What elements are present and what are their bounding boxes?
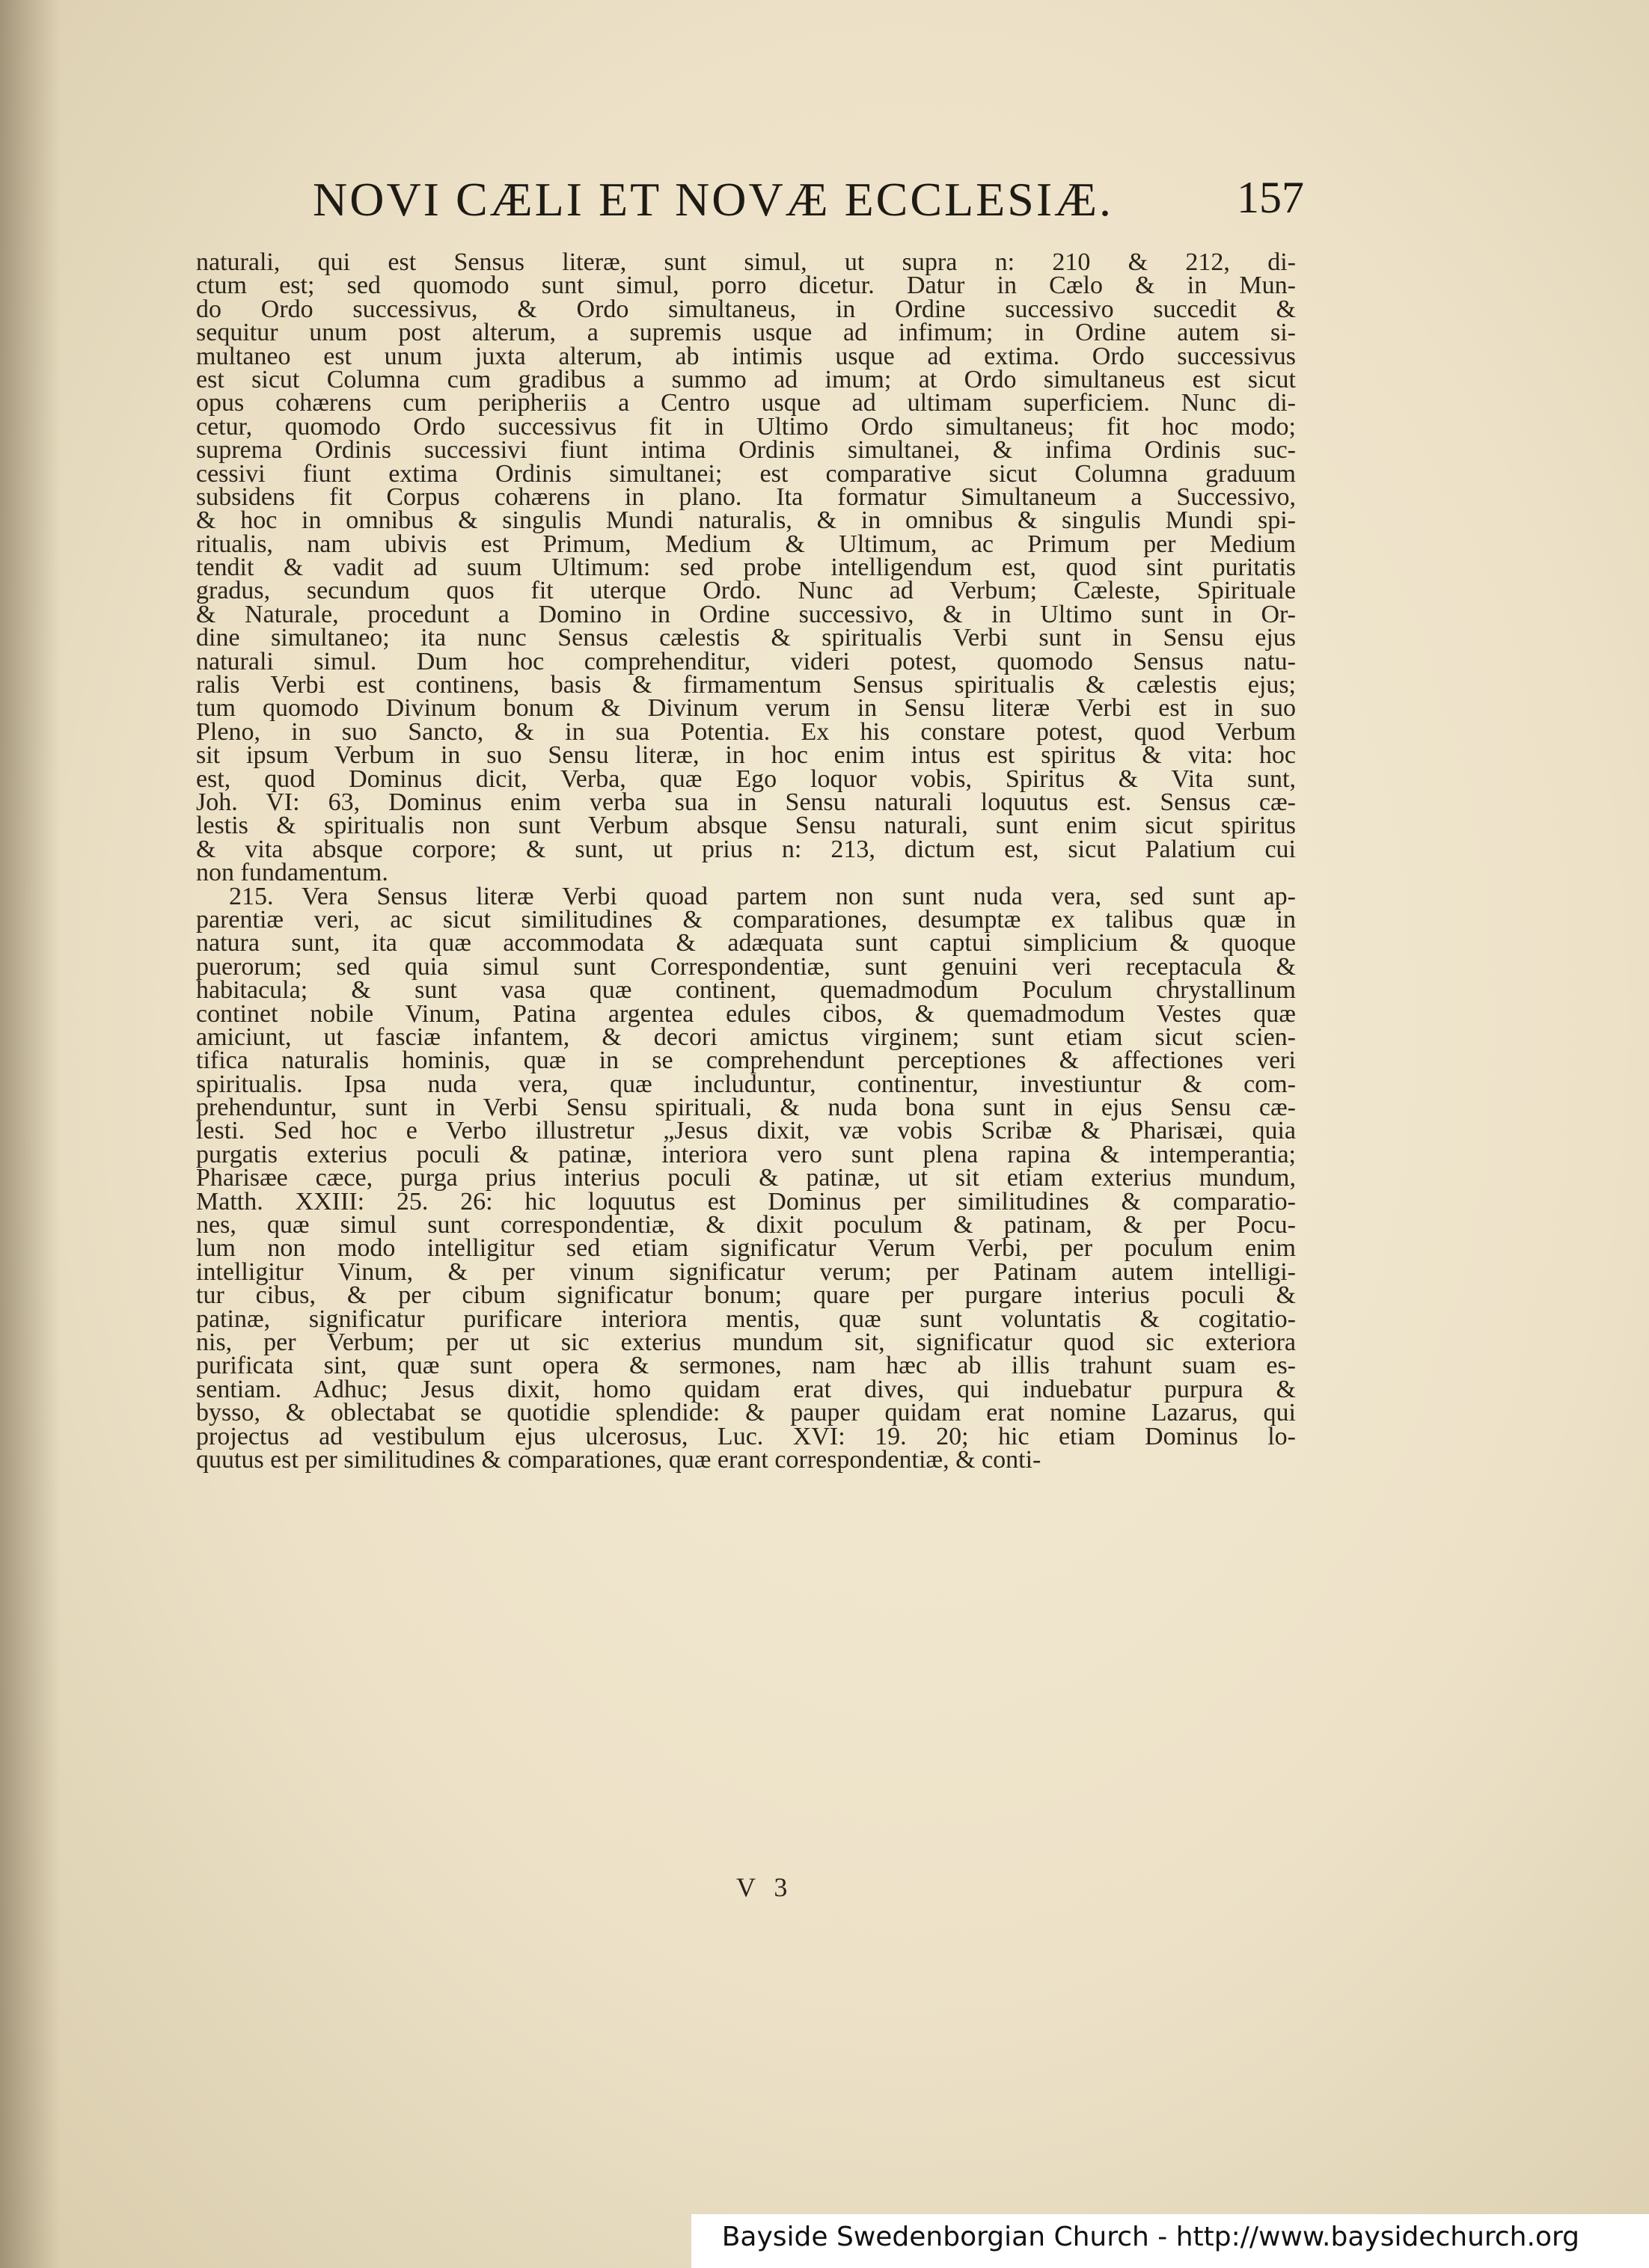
text-line: Pharisæe cæce, purga prius interius poculi & patinæ, ut sit etiam exterius mundum, xyxy=(196,1164,1296,1192)
body-text xyxy=(196,248,1296,1474)
text-line: patinæ, significatur purificare interiora mentis, quæ sunt voluntatis & cogitatio- xyxy=(196,1305,1296,1333)
text-line: amiciunt, ut fasciæ infantem, & decori amictus virginem; sunt etiam sicut scien- xyxy=(196,1023,1296,1051)
text-line: lesti. Sed hoc e Verbo illustretur „Jesus dixit, væ vobis Scribæ & Pharisæi, quia xyxy=(196,1117,1296,1145)
text-line: sit ipsum Verbum in suo Sensu literæ, in hoc enim intus est spiritus & vita: hoc xyxy=(196,741,1296,770)
text-line: continet nobile Vinum, Patina argentea edules cibos, & quemadmodum Vestes quæ xyxy=(196,999,1296,1028)
text-line: projectus ad vestibulum ejus ulcerosus, Luc. XVI: 19. 20; hic etiam Dominus lo- xyxy=(196,1422,1296,1450)
text-line: habitacula; & sunt vasa quæ continent, quemadmodum Poculum chrystallinum xyxy=(196,976,1296,1005)
text-line: sentiam. Adhuc; Jesus dixit, homo quidam erat dives, qui induebatur purpura & xyxy=(196,1375,1296,1403)
running-title: NOVI CÆLI ET NOVÆ ECCLESIÆ. xyxy=(313,173,1114,226)
text-line: quutus est per similitudines & comparationes, quæ erant correspondentiæ, & conti- xyxy=(196,1445,1041,1474)
text-line: dine simultaneo; ita nunc Sensus cælestis & spiritualis Verbi sunt in Sensu ejus xyxy=(196,624,1296,652)
text-line: lestis & spiritualis non sunt Verbum absque Sensu naturali, sunt enim sicut spiritus xyxy=(196,812,1296,840)
text-line: Joh. VI: 63, Dominus enim verba sua in Sensu naturali loquutus est. Sensus cæ- xyxy=(196,788,1296,816)
text-line: tur cibus, & per cibum significatur bonum; quare per purgare interius poculi & xyxy=(196,1281,1296,1310)
text-line: sequitur unum post alterum, a supremis usque ad infimum; in Ordine autem si- xyxy=(196,319,1296,347)
text-line: ctum est; sed quomodo sunt simul, porro dicetur. Datur in Cælo & in Mun- xyxy=(196,272,1296,300)
signature-mark: V 3 xyxy=(736,1872,794,1902)
text-line: subsidens fit Corpus cohærens in plano. Ita formatur Simultaneum a Successivo, xyxy=(196,482,1296,511)
text-line: spiritualis. Ipsa nuda vera, quæ includuntur, continentur, investiuntur & com- xyxy=(196,1070,1296,1098)
text-line: est, quod Dominus dicit, Verba, quæ Ego loquor vobis, Spiritus & Vita sunt, xyxy=(196,764,1296,793)
text-line: gradus, secundum quos fit uterque Ordo. Nunc ad Verbum; Cæleste, Spirituale xyxy=(196,577,1296,605)
text-line: & hoc in omnibus & singulis Mundi naturalis, & in omnibus & singulis Mundi spi- xyxy=(196,506,1296,535)
text-line: parentiæ veri, ac sicut similitudines & comparationes, desumptæ ex talibus quæ in xyxy=(196,905,1296,934)
text-line: non fundamentum. xyxy=(196,859,388,887)
text-line: naturali simul. Dum hoc comprehenditur, videri potest, quomodo Sensus natu- xyxy=(196,647,1296,675)
text-line: multaneo est unum juxta alterum, ab intimis usque ad extima. Ordo successivus xyxy=(196,342,1296,370)
text-line: & vita absque corpore; & sunt, ut prius n: 213, dictum est, sicut Palatium cui xyxy=(196,835,1296,863)
text-line: puerorum; sed quia simul sunt Correspondentiæ, sunt genuini veri receptacula & xyxy=(196,952,1296,981)
text-line: suprema Ordinis successivi fiunt intima Ordinis simultanei, & infima Ordinis suc- xyxy=(196,436,1296,465)
text-line: Matth. XXIII: 25. 26: hic loquutus est Dominus per similitudines & comparatio- xyxy=(196,1187,1296,1216)
text-line: 215. Vera Sensus literæ Verbi quoad partem non sunt nuda vera, sed sunt ap- xyxy=(229,882,1296,910)
text-line: natura sunt, ita quæ accommodata & adæquata sunt captui simplicium & quoque xyxy=(196,929,1296,957)
text-line: & Naturale, procedunt a Domino in Ordine successivo, & in Ultimo sunt in Or- xyxy=(196,600,1296,628)
text-line: cetur, quomodo Ordo successivus fit in Ultimo Ordo simultaneus; fit hoc modo; xyxy=(196,412,1296,441)
text-line: ralis Verbi est continens, basis & firmamentum Sensus spiritualis & cælestis ejus; xyxy=(196,671,1296,699)
text-line: Pleno, in suo Sancto, & in sua Potentia. Ex his constare potest, quod Verbum xyxy=(196,717,1296,746)
text-line: tifica naturalis hominis, quæ in se comprehendunt perceptiones & affectiones veri xyxy=(196,1046,1296,1075)
text-line: purgatis exterius poculi & patinæ, interiora vero sunt plena rapina & intemperantia; xyxy=(196,1140,1296,1168)
text-line: est sicut Columna cum gradibus a summo ad imum; at Ordo simultaneus est sicut xyxy=(196,365,1296,393)
footer-credit: Bayside Swedenborgian Church - http://www.baysidechurch.org xyxy=(721,2222,1579,2252)
spine-shadow xyxy=(0,0,60,2268)
text-line: nis, per Verbum; per ut sic exterius mundum sit, significatur quod sic exteriora xyxy=(196,1328,1296,1356)
text-line: cessivi fiunt extima Ordinis simultanei; est comparative sicut Columna graduum xyxy=(196,459,1296,488)
text-line: nes, quæ simul sunt correspondentiæ, & dixit poculum & patinam, & per Pocu- xyxy=(196,1211,1296,1239)
text-line: prehenduntur, sunt in Verbi Sensu spirituali, & nuda bona sunt in ejus Sensu cæ- xyxy=(196,1094,1296,1122)
text-line: do Ordo successivus, & Ordo simultaneus, in Ordine successivo succedit & xyxy=(196,295,1296,323)
page-number: 157 xyxy=(1237,173,1304,222)
text-line: opus cohærens cum peripheriis a Centro usque ad ultimam superficiem. Nunc di- xyxy=(196,389,1296,417)
page-header xyxy=(313,172,1304,239)
text-line: bysso, & oblectabat se quotidie splendide: & pauper quidam erat nomine Lazarus, qui xyxy=(196,1399,1296,1427)
text-line: intelligitur Vinum, & per vinum significatur verum; per Patinam autem intelligi- xyxy=(196,1257,1296,1286)
text-line: tum quomodo Divinum bonum & Divinum verum in Sensu literæ Verbi est in suo xyxy=(196,694,1296,723)
text-line: naturali, qui est Sensus literæ, sunt simul, ut supra n: 210 & 212, di- xyxy=(196,248,1296,276)
text-line: lum non modo intelligitur sed etiam significatur Verum Verbi, per poculum enim xyxy=(196,1234,1296,1263)
text-line: ritualis, nam ubivis est Primum, Medium & Ultimum, ac Primum per Medium xyxy=(196,530,1296,558)
text-line: tendit & vadit ad suum Ultimum: sed probe intelligendum est, quod sint puritatis xyxy=(196,554,1296,582)
text-line: purificata sint, quæ sunt opera & sermones, nam hæc ab illis trahunt suam es- xyxy=(196,1352,1296,1380)
